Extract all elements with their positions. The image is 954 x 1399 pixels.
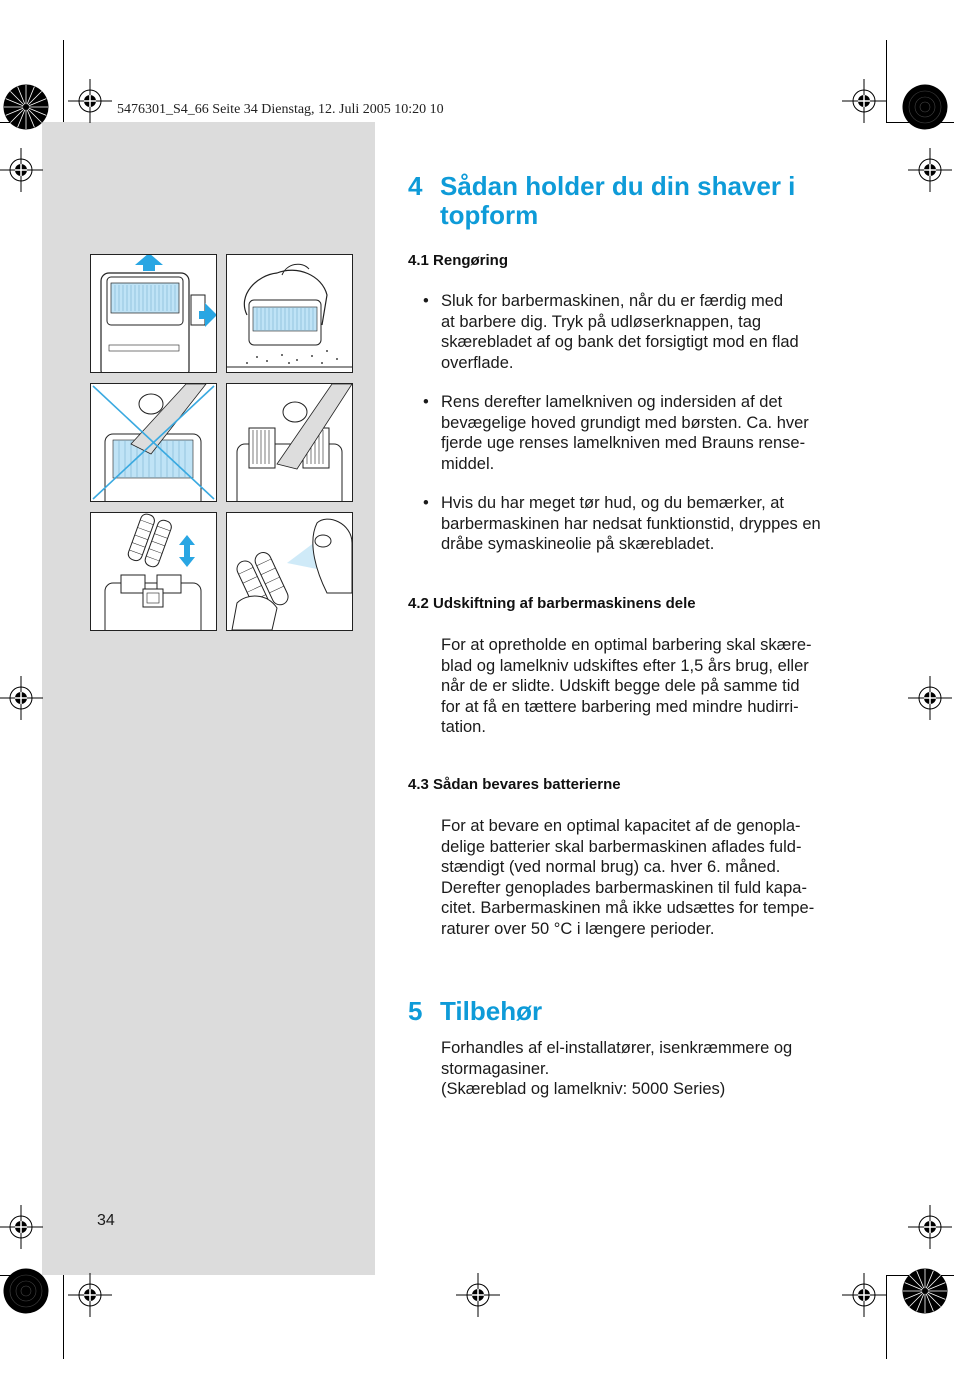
crop-line [886, 40, 887, 122]
crop-line [63, 40, 64, 122]
section-number: 4 [408, 171, 423, 201]
replace-parts-icon [91, 513, 216, 630]
registration-mark-icon [842, 1273, 886, 1317]
starburst-mark-icon [902, 84, 948, 130]
subsection-heading: 4.1 Rengøring [408, 252, 509, 269]
paragraph: Forhandles af el-installatører, isenkræmmere og stormagasiner. (Skæreblad og lamelkniv: 5000 Series) [441, 1039, 793, 1098]
paragraph: For at opretholde en optimal barbering skal skære- blad og lamelkniv udskiftes efter 1,5 års brug, eller når de er slidte. Udskift begge dele på samme tid for at få en tættere barbering med mindre hudirri- tation. [441, 636, 812, 736]
figure-oil-foil [226, 512, 353, 631]
paragraph: For at bevare en optimal kapacitet af de genopla- delige batterier skal barbermaskinen aflades fuld- stændigt (ved normal brug) ca. hver 6. måned. Derefter genoplades barbermaskinen til fuld kapa- citet. Barbermaskinen må ikke udsættes for tempe- raturer over 50 °C i længere perioder. [441, 817, 815, 938]
figure-tap-foil [226, 254, 353, 373]
section-title: Sådan holder du din shaver i topform [440, 171, 796, 230]
registration-mark-icon [68, 79, 112, 123]
registration-mark-icon [908, 676, 952, 720]
registration-mark-icon [908, 1205, 952, 1249]
bullet-icon: • [423, 292, 429, 310]
bullet-icon: • [423, 393, 429, 411]
registration-mark-icon [68, 1273, 112, 1317]
brush-cutter-icon [227, 384, 352, 501]
subsection-heading: 4.3 Sådan bevares batterierne [408, 776, 621, 793]
registration-mark-icon [908, 148, 952, 192]
oil-drop-icon [227, 513, 352, 630]
print-header: 5476301_S4_66 Seite 34 Dienstag, 12. Juli 2005 10:20 10 [117, 102, 444, 117]
list-item-text: Hvis du har meget tør hud, og du bemærker, at barbermaskinen har nedsat funktionstid, dryppes en dråbe symaskineolie på skærebladet. [441, 494, 821, 553]
section-4-heading [408, 172, 868, 232]
crossed-out-brush-icon [91, 384, 216, 501]
section-5-heading [408, 997, 868, 1027]
figure-replace-parts [90, 512, 217, 631]
registration-mark-icon [456, 1273, 500, 1317]
shaver-release-icon [91, 255, 216, 372]
registration-mark-icon [0, 148, 43, 192]
registration-mark-icon [0, 1205, 43, 1249]
page-number: 34 [97, 1212, 115, 1229]
registration-mark-icon [0, 676, 43, 720]
figure-brush-cutter [226, 383, 353, 502]
figure-remove-foil [90, 254, 217, 373]
figure-no-brush-foil [90, 383, 217, 502]
starburst-mark-icon [902, 1268, 948, 1314]
crop-line [63, 1275, 64, 1359]
starburst-mark-icon [3, 84, 49, 130]
starburst-mark-icon [3, 1268, 49, 1314]
bullet-icon: • [423, 494, 429, 512]
subsection-heading: 4.2 Udskiftning af barbermaskinens dele [408, 595, 696, 612]
section-title: Tilbehør [440, 996, 543, 1026]
crop-line [886, 1275, 887, 1359]
registration-mark-icon [842, 79, 886, 123]
list-item-text: Rens derefter lamelkniven og indersiden af det bevægelige hoved grundigt med børsten. Ca. hver fjerde uge renses lamelkniven med Brauns rense- middel. [441, 393, 809, 473]
section-number: 5 [408, 996, 423, 1026]
list-item-text: Sluk for barbermaskinen, når du er færdig med at barbere dig. Tryk på udløserknappen, tag skærebladet af og bank det forsigtigt mod en flad overflade. [441, 292, 799, 372]
tap-foil-icon [227, 255, 352, 372]
